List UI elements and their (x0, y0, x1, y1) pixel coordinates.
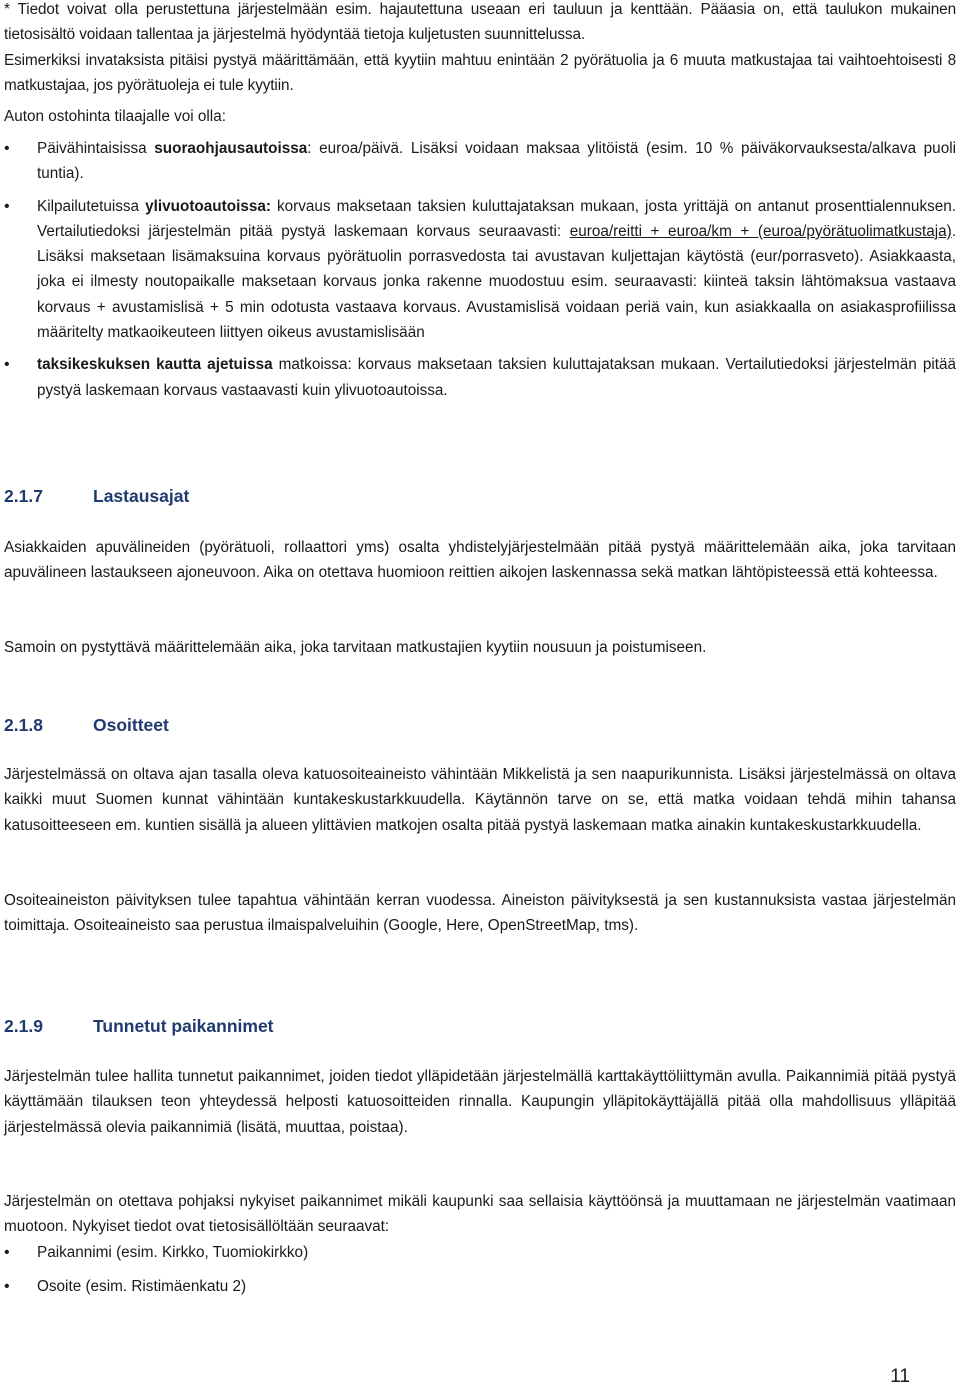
paragraph: Järjestelmässä on oltava ajan tasalla oleva katuosoiteaineisto vähintään Mikkelistä ja sen naapurikunnista. Lisäksi järjestelmässä on oltava kaikki muut Suomen kunnat vähintään kuntakeskustarkkuudella. Käytännön tarve on se, että matka voidaan tehdä mihin tahansa katusoitteeseen em. kuntien sisällä ja alueen ylittävien matkojen osalta pitää pystyä laskemaan matka ainakin kuntakeskustarkkuudella. (4, 766, 956, 834)
intro-section (4, 0, 956, 129)
paragraph: Osoiteaineiston päivityksen tulee tapahtua vähintään kerran vuodessa. Aineiston päivityksestä ja sen kustannuksista vastaa järjestelmän toimittaja. Osoiteaineisto saa perustua ilmaispalveluihin (Google, Here, OpenStreetMap, tms). (4, 892, 956, 935)
section-heading-osoitteet (4, 713, 169, 737)
list-item: • taksikeskuksen kautta ajetuissa matkoissa: korvaus maksetaan taksien kuluttajataksan mukaan. Vertailutiedoksi järjestelmän pitää pystyä laskemaan korvaus vastaavasti kuin ylivuotoautoissa. (4, 352, 956, 403)
section-title: Lastausajat (93, 486, 190, 506)
paragraph: Järjestelmän on otettava pohjaksi nykyiset paikannimet mikäli kaupunki saa sellaisia käyttöönsä ja muuttamaan ne järjestelmän vaatimaan muotoon. Nykyiset tiedot ovat tietosisällöltään seuraavat: (4, 1193, 956, 1236)
section-number: 2.1.9 (4, 1016, 43, 1036)
section-number: 2.1.7 (4, 486, 43, 506)
page-number: 11 (890, 1366, 910, 1387)
list-item: • Osoite (esim. Ristimäenkatu 2) (4, 1274, 956, 1299)
paragraph: Järjestelmän tulee hallita tunnetut paikannimet, joiden tiedot ylläpidetään järjestelmällä karttakäyttöliittymän avulla. Paikannimiä pitää pystyä käyttämään tilauksen teon yhteydessä helposti katuosoitteiden rinnalla. Kaupungin ylläpitokäyttäjällä pitää olla mahdollisuus ylläpitää järjestelmässä olevia paikannimiä (lisätä, muuttaa, poistaa). (4, 1068, 956, 1136)
footnote-paragraph: * Tiedot voivat olla perustettuna järjestelmään esim. hajautettuna useaan eri tauluun ja kenttään. Pääasia on, että taulukon mukainen tietosisältö voidaan tallentaa ja järjestelmä hyödyntää tietoja kuljetusten suunnittelussa. (4, 1, 956, 44)
list-item: • Kilpailutetuissa ylivuotoautoissa: korvaus maksetaan taksien kuluttajataksan mukaan, josta yrittäjä on antanut prosenttialennuksen. Vertailutiedoksi järjestelmän pitää pystyä laskemaan korvaus seuraavasti: euroa/reitti + euroa/km + (euroa/pyörätuolimatkustaja). Lisäksi maksetaan lisämaksuina korvaus pyörätuolin porrasvedosta tai avustavan kuljettajan käytöstä (eur/porrasveto). Asiakkaasta, joka ei ilmesty noutopaikalle maksetaan korvaus jonka rakenne muodostuu esim. seuraavasti: kiinteä taksin lähtömaksua vastaava korvaus + avustamislisä + 5 min odotusta vastaava korvaus. Avustamislisä voidaan periä vain, kun asiakkaalla on asiakasprofiilissa määritelty matkaoikeuteen liittyen oikeus avustamislisään (4, 194, 956, 346)
section-title: Tunnetut paikannimet (93, 1016, 274, 1036)
formula-underlined: euroa/reitti + euroa/km + (euroa/pyörätuolimatkustaja) (569, 222, 952, 240)
section-title: Osoitteet (93, 715, 169, 735)
list-item: • Paikannimi (esim. Kirkko, Tuomiokirkko) (4, 1240, 956, 1265)
section-heading-paikannimet (4, 1014, 274, 1038)
price-bullet-list (4, 136, 956, 403)
place-fields-list (4, 1240, 956, 1300)
section-heading-lastausajat (4, 484, 189, 508)
list-item: • Päivähintaisissa suoraohjausautoissa: euroa/päivä. Lisäksi voidaan maksaa ylitöistä (esim. 10 % päiväkorvauksesta/alkava puoli tuntia). (4, 136, 956, 187)
paragraph: Samoin on pystyttävä määrittelemään aika, joka tarvitaan matkustajien kyytiin nousuun ja poistumiseen. (4, 639, 707, 656)
example-paragraph: Esimerkiksi invataksista pitäisi pystyä määrittämään, että kyytiin mahtuu enintään 2 pyörätuolia ja 6 muuta matkustajaa tai vaihtoehtoisesti 8 matkustajaa, jos pyörätuoleja ei tule kyytiin. (4, 51, 956, 94)
paragraph: Asiakkaiden apuvälineiden (pyörätuoli, rollaattori yms) osalta yhdistelyjärjestelmään pitää pystyä määrittelemään aika, joka tarvitaan apuvälineen lastaukseen ajoneuvoon. Aika on otettava huomioon reittien aikojen laskennassa sekä matkan lähtöpisteessä että kohteessa. (4, 539, 956, 582)
price-intro-paragraph: Auton ostohinta tilaajalle voi olla: (4, 108, 226, 126)
section-number: 2.1.8 (4, 715, 43, 735)
